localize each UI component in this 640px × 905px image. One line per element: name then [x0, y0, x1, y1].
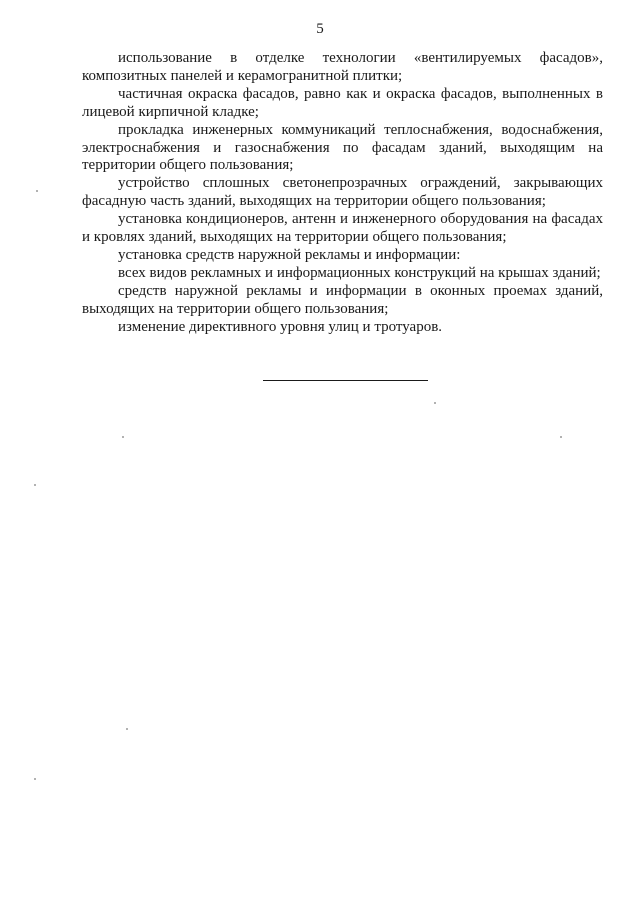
paragraph-street-level: изменение директивного уровня улиц и тротуаров.	[118, 318, 443, 335]
paragraph-air-conditioners: установка кондиционеров, антенн и инженерного оборудования на фасадах и кровлях зданий, выходящих на территории общего пользования;	[82, 211, 603, 246]
paragraph-outdoor-advertising: установка средств наружной рекламы и информации:	[118, 246, 461, 263]
paragraph-roof-advertising: всех видов рекламных и информационных конструкций на крышах зданий;	[118, 264, 601, 281]
document-body	[82, 50, 603, 337]
paragraph-ventilated-facades: использование в отделке технологии «вентилируемых фасадов», композитных панелей и керамогранитной плитки;	[82, 50, 603, 84]
paragraph-utility-lines: прокладка инженерных коммуникаций теплоснабжения, водоснабжения, электроснабжения и газоснабжения по фасадам зданий, выходящим на территории общего пользования;	[82, 121, 603, 174]
page-number: 5	[316, 21, 324, 37]
scan-speck	[36, 190, 38, 192]
scan-speck	[434, 402, 436, 404]
end-separator-line	[263, 380, 428, 381]
paragraph-partial-painting: частичная окраска фасадов, равно как и окраска фасадов, выполненных в лицевой кирпичной кладке;	[82, 85, 603, 120]
scan-speck	[122, 436, 124, 438]
scan-speck	[126, 728, 128, 730]
paragraph-solid-fences: устройство сплошных светонепрозрачных ограждений, закрывающих фасадную часть зданий, выходящих на территории общего пользования;	[82, 175, 603, 210]
scan-speck	[34, 484, 36, 486]
scan-speck	[34, 778, 36, 780]
scan-speck	[560, 436, 562, 438]
paragraph-window-advertising: средств наружной рекламы и информации в оконных проемах зданий, выходящих на территории общего пользования;	[82, 282, 603, 317]
